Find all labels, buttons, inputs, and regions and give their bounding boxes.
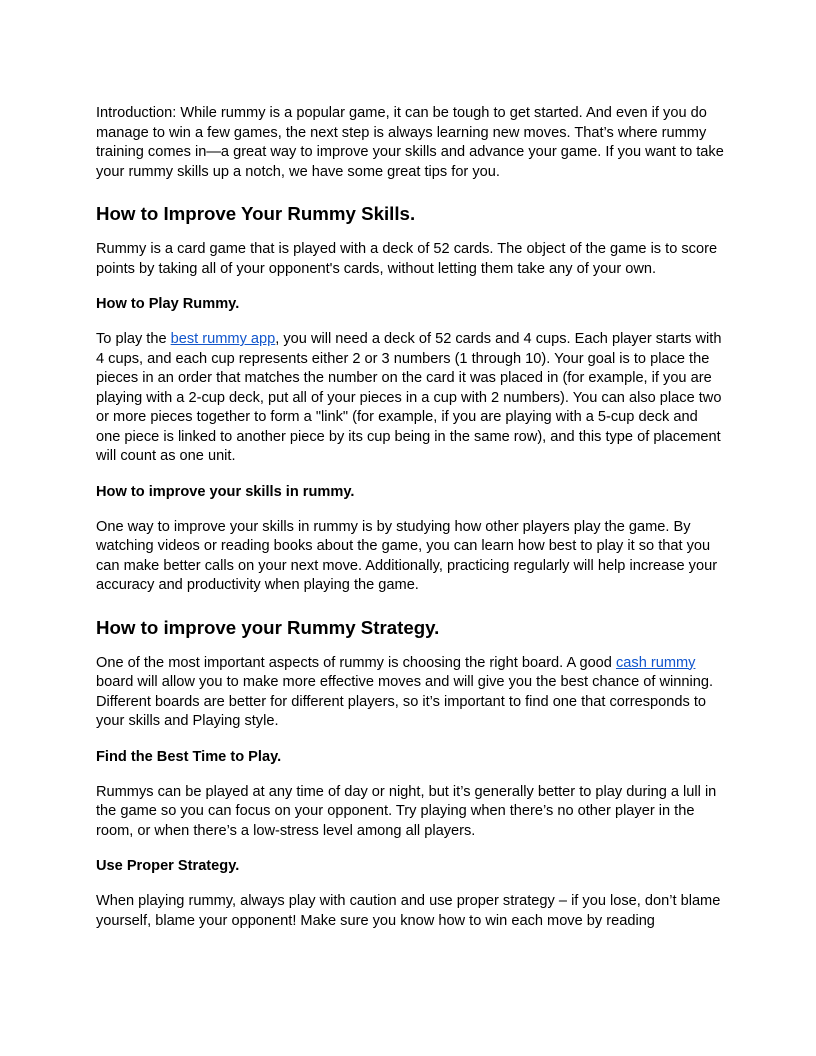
heading-improve-skills: How to improve your skills in rummy. xyxy=(96,483,355,500)
how-to-play-text-end: , you will need a deck of 52 cards and 4 cups. Each player starts with 4 cups, and each cup represents either 2 or 3 numbers (1 through 10). Your goal is to place the pieces in an order that matches the number on the card it was placed in (for example, if you are playing with a 2-cup deck, put all of your pieces in a cup with 2 numbers). You can also place two or more pieces together to form a "link" (for example, if you are playing with a 5-cup deck and one piece is linked to another piece by its cup being in the same row), and this type of placement will count as one unit. xyxy=(96,331,722,464)
best-rummy-app-link[interactable]: best rummy app xyxy=(170,331,276,347)
strategy-text-end: board will allow you to make more effective moves and will give you the best chance of winning. Different boards are better for different players, so it’s important to find one that corresponds to your skills and Playing style. xyxy=(96,674,714,729)
paragraph-best-time: Rummys can be played at any time of day or night, but it’s generally better to play during a lull in the game so you can focus on your opponent. Try playing when there’s no other player in the room, or when there’s a low-stress level among all players. xyxy=(96,783,717,839)
paragraph-proper-strategy: When playing rummy, always play with caution and use proper strategy – if you lose, don’t blame yourself, blame your opponent! Make sure you know how to win each move by reading xyxy=(96,893,721,929)
paragraph-rummy-overview: Rummy is a card game that is played with a deck of 52 cards. The object of the game is to score points by taking all of your opponent's cards, without letting them take any of your own. xyxy=(96,241,718,277)
heading-rummy-strategy: How to improve your Rummy Strategy. xyxy=(96,616,440,638)
paragraph-how-to-play xyxy=(96,330,726,467)
heading-how-to-play: How to Play Rummy. xyxy=(96,296,240,312)
paragraph-improve-skills: One way to improve your skills in rummy is by studying how other players play the game. By watching videos or reading books about the game, you can learn how best to play it so that you can make better calls on your next move. Additionally, practicing regularly will help increase your accuracy and productivity when playing the game. xyxy=(96,518,718,593)
heading-proper-strategy: Use Proper Strategy. xyxy=(96,858,240,874)
heading-improve-rummy-skills: How to Improve Your Rummy Skills. xyxy=(96,203,416,224)
cash-rummy-link[interactable]: cash rummy xyxy=(615,654,696,671)
intro-paragraph: Introduction: While rummy is a popular game, it can be tough to get started. And even if you do manage to win a few games, the next step is always learning new moves. That’s where rummy training comes in—a great way to improve your skills and advance your game. If you want to take your rummy skills up a notch, we have some great tips for you. xyxy=(96,105,724,180)
document-page xyxy=(96,104,726,947)
how-to-play-text-start: To play the xyxy=(96,331,171,347)
paragraph-rummy-strategy xyxy=(96,654,726,732)
strategy-text-start: One of the most important aspects of rummy is choosing the right board. A good xyxy=(96,654,616,671)
heading-best-time: Find the Best Time to Play. xyxy=(96,748,282,765)
